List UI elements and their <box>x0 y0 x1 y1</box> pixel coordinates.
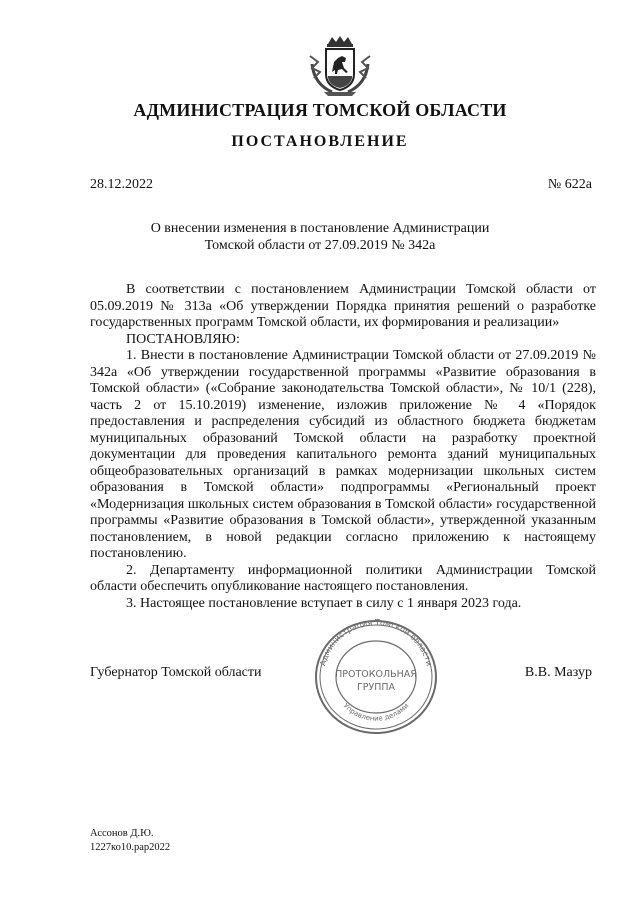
document-type: ПОСТАНОВЛЕНИЕ <box>231 133 409 150</box>
subject-line-1: О внесении изменения в постановление Администрации <box>150 221 490 236</box>
document-date: 28.12.2022 <box>90 177 153 192</box>
decree-word: ПОСТАНОВЛЯЮ: <box>126 331 240 347</box>
preamble-paragraph: В соответствии с постановлением Администрации Томской области от 05.09.2019 № 313а «Об утверждении Порядка принятия решений о разработке государственных программ Томской области, их формирования и реализации» <box>90 282 596 330</box>
executor-block <box>90 827 170 855</box>
subject-line-2: Томской области от 27.09.2019 № 342а <box>204 238 436 253</box>
stamp-center-line-2: ГРУППА <box>356 682 396 693</box>
item-3-paragraph: 3. Настоящее постановление вступает в силу с 1 января 2023 года. <box>126 595 522 611</box>
item-1-paragraph: 1. Внести в постановление Администрации Томской области от 27.09.2019 № 342а «Об утверждении государственной программы «Развитие образования в Томской области» («Собрание законодательства Томской области», № 10/1 (228), часть 2 от 15.10.2019) изменение, изложив приложение № 4 «Порядок предоставления и распределения субсидий из областного бюджета бюджетам муниципальных образований Томской области на разработку проектной документации для проведения капитального ремонта зданий муниципальных общеобразовательных организаций в рамках модернизации школьных систем образования в Томской области» подпрограммы «Региональный проект «Модернизация школьных систем образования в Томской области» государственной программы «Развитие образования в Томской области», утвержденной указанным постановлением, в новой редакции согласно приложению к настоящему постановлению. <box>90 348 596 561</box>
stamp-outer-text: Администрация Томской области <box>318 617 434 667</box>
official-stamp-icon <box>310 615 442 739</box>
signatory-name: В.В. Мазур <box>524 665 592 680</box>
svg-text:Управление делами <box>342 702 411 723</box>
organization-title: АДМИНИСТРАЦИЯ ТОМСКОЙ ОБЛАСТИ <box>133 100 507 120</box>
document-subject <box>0 220 640 254</box>
document-number: № 622а <box>547 177 592 192</box>
item-2-paragraph: 2. Департаменту информационной политики Администрации Томской области обеспечить опубликование настоящего постановления. <box>90 562 596 594</box>
coat-of-arms-icon <box>304 34 376 98</box>
document-body <box>90 282 596 612</box>
svg-text:Администрация Томской области <box>318 618 433 667</box>
stamp-center-line-1: ПРОТОКОЛЬНАЯ <box>335 669 417 680</box>
stamp-bottom-text: Управление делами <box>341 701 411 723</box>
executor-code: 1227ко10.рар2022 <box>90 842 171 853</box>
executor-name: Ассонов Д.Ю. <box>90 828 154 839</box>
signatory-role: Губернатор Томской области <box>90 665 262 680</box>
